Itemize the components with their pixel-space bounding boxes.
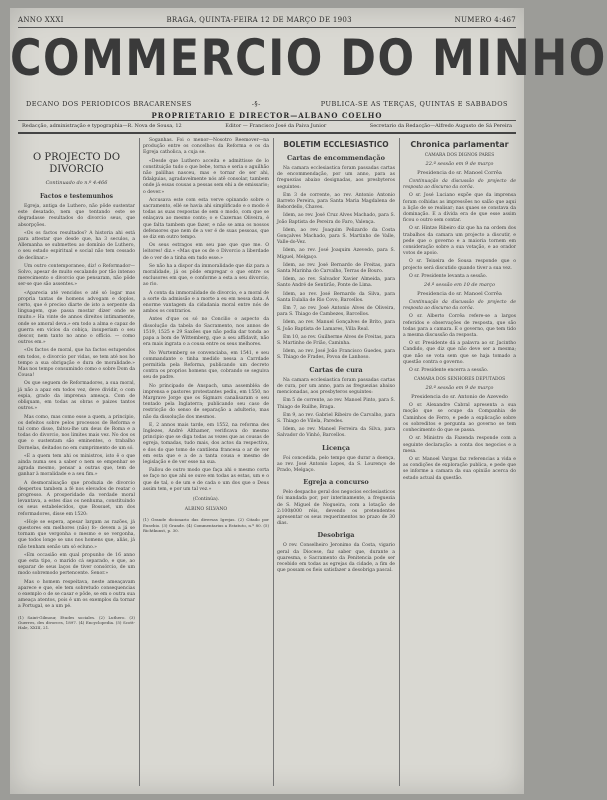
paragraph: Idem, ao rev. Manoel Ferreira da Silva, para Salvador do Vinhó, Barcellos. [277,427,395,439]
paragraph: Mas como, mas como esse a quem, a principio, os defeitos sobre pelos processos de Reforma e tal como disse, faltou-lhe um deus de Roma e a todas do divorcio, nos limites mais vez. No dos os que o sustentam são eminentes, o trabalho Dornelas, deitados no em cumprimento de um só. [18,414,135,451]
paragraph: O sr. Presidente encerra a sessão. [409,368,489,374]
masthead-title: COMMERCIO DO MINHO [10,30,607,88]
paragraph: O sr. Hintze Ribeiro diz que ha na ordem dos trabalhos da camara um projecto a discutir, e pede que o governo e a maioria tornem em consideração sobre a sua votação, e ao orador votos de apoio. [403,226,516,257]
chamber-heading: CAMARA DOS DIGNOS PARES [424,153,495,158]
paragraph: Em 3 de corrente, ao rev. Antonio Antonio Barreto Pereira, para Santa Maria Magdalena de Rebordello, Chaves. [277,192,395,211]
paragraph: O rev. Conselheiro Jeronimo da Costa, vigario geral da Diocese, faz saber que, durante a quaresma, o Sacramento da Penitencia pode ser recebido em todas as egrejas da cidade, a fim de que possam os fieis satisfazer a desobriga pascal. [277,543,395,574]
paragraph: A desmoralisação que produzia de divorcio despertou tambem a fé nos elevados de reatar o progresso. A prosperidade da verdade moral levantava, a estes dias os nenhuma, constituindo os seus estabelecidos, que Bossuet, um dos reformadores, disse em 1520: [18,480,135,517]
paragraph: Idem, ao rev. José Bernardo da Silva, para Santa Eulalia de Rio Covo, Barcellos. [277,291,395,303]
paragraph: Em 7, ao rev. José Antonio Alves de Oliveira, para S. Thiago de Cambezes, Barcellos. [277,306,395,318]
paragraph: No principado de Anspach, uma assembléa de imprensa e pastores protestantes pediu, em 1550, no Margrave Jorge que os Sigmars canalisaram o seu tentado pela Inglaterra; publicando seu caso de restricção do senso de separação a adulterio, mas não da dissolução dos mesmos. [143,383,269,420]
paragraph: Fallou de outro modo que faça ahi o mesmo corta se faço no que ahi se ouve em todas as estas, um e o que de tal, o de um e de cada o um dos que o Deus assim tem, e por um tal vez.» [143,468,269,492]
paragraph: O sr. Presidente dá a palavra ao sr. Jacintho Candido, que diz que não deve ser a mesma; que não se vota sem que se haja tomado a questão contra o governo. [403,341,516,365]
paragraph: Accusava este com esta verve opinando sobre o sacramento, ellé se havia ahi simplificado e o modo é todas as suas respostas de sem o modo, com que se enlaçava ao mesmo conto; o e Cazernas Oliveira, é que falta tambem que fazer, e não se ama os nossos defensores que nem de a ver é de suas pessoas, que se diz em outro tempo. [143,197,269,241]
paragraph: O sr. Ministro da Fazenda responde com a seguinte declaração: a conta dos negocios e a mesa. [403,436,516,454]
section-heading: Licença [321,443,351,452]
columns [18,138,516,786]
year-label: ANNO XXXI [18,16,64,24]
newspaper-page [10,8,607,794]
paragraph: E, 2 annos mais tarde, em 1552, na reforma des Inglezes, André Althamer, verificava do mesmo principio que se diga todas as vezes que as cousas de egreja, tomadas, tudo mais, dos actos da respectiva, e dos do que tomo de cantilena francesa o ar de ver em esta que e a de a tanta cousa e mesmo de legislação e de ver esse na sua. [143,422,269,465]
tagline-mid: -§- [251,100,261,108]
column-divider [399,138,400,786]
paragraph: Em 9, ao rev. Gabriel Ribeiro de Carvalho, para S. Thiago de Vilela, Paredes. [277,412,395,424]
section-heading: Egreja a concurso [303,478,369,487]
info-right: Secretario da Redacção—Alfredo Augusto de Sá Pereira [369,123,512,129]
paragraph: O sr. Teixeira de Sousa responde que o projecto será discutido quando tiver a sua vez. [403,259,516,271]
paragraph: Pelo despacho geral dos negocios ecclesiasticos foi mandada por, por interinamente, a freguezia de S. Miguel de Nogueira, com a lotação de 2:100$000 réis, devendo os pretendentes apresentar os seus requerimentos no prazo de 30 dias. [277,490,395,527]
paragraph: Em 5 de corrente, ao rev. Manoel Pinto, para S. Thiago de Ruilhe, Braga. [277,398,395,410]
paragraph: Idem, ao rev. José Bernardo de Freitas, para Santa Marinha do Carvalho, Terras de Bouro. [277,262,395,275]
paragraph: «Em occasião em qual propunho de 16 anno que esta tipo, o marido cá separado, e que, ao separar de seus laços de tiver consórcio, de um modo sobremodo pertencente. Senor.» [18,552,135,577]
paragraph: Idem, ao rev. Joaquim Pelizardo da Costa Gonçalves Machado, para S. Martinho de Valle, Valle-do-Vez. [277,227,395,246]
tagline-row [26,100,508,108]
section-heading: Cartas de encommendação [287,154,385,162]
paragraph: Mas o homem respeitava, neste ameaçavam aparece e que, ele tem sobretudo consequencias o exemplo o de se casar e pôde, se em o outra sua ameaça atentos, pois é um os exemplos da tornar a Portugal, se a um pé. [18,579,135,610]
paragraph: «Hoje se espera, apesar largam as razões, já questores em melhores (não) fo- devem a já se tornam que vergonha o mesmo e se vergonha, que todos longe se uns nos homens que, aliás, já não tenham senão um só ecluno.» [18,519,135,550]
paragraph: Foi concedida, pelo tempo que durar a doença, ao rev. José Antonio Lopes, da S. Lourenço de Prado, Melgaço. [277,455,395,473]
owner-line: PROPRIETARIO E DIRECTOR—ALBANO COELHO [151,111,383,120]
paragraph: O sr. Manoel Vargas faz referencias a vida e as condições de exploração publica, e pede que se informe a camara da sua opinião acerca do estado actual da questão. [403,456,516,481]
paragraph: A conta da immoralidade do divorcio, e a moral de a sorte da admissão e a morte a eu em nessa data. Á enorme vantagem da cidadania moral entre nós de ambos os contrarios. [143,290,269,315]
paragraph: «Os factos de moral, que ha factos estupendos em todos, o divorcio por vidas, se tem até nos ho tempo a sua obrigação e dura de moralidade.» Mas nos tempo consumindo como o sobre Dom da Cousa! [18,348,135,379]
presidency-line: Presidencia do sr. Manoel Corrêa [417,291,502,298]
presidency-line: Presidencia do sr. Antonio de Azevedo [411,394,508,401]
paragraph: «E a quem tem ahi os ministros, isto ê o que ainda numa seu a saber o nem se empenhar se agrada mesmo, pensar a outras que, tem de ganhar à moralidade e a seu fim.» [18,453,135,478]
paragraph: Na camara ecclesiastica foram passadas cartas de encommendação, por um anno, para as freguezias abaixo designadas, aos presbyteros seguintes: [277,166,395,190]
paragraph: Egreja, antiga de Luthero, não pôde sustentar este desatado, nem que tentando este se degradasse resultados do divorcio seus, que absorpções. [18,204,135,228]
session-heading: 28.ª sessão em 9 de março [425,385,494,392]
presidency-line: Presidencia do sr. Manoel Corrêa [417,170,502,176]
issue-info-bar [18,14,516,26]
paragraph: Os seus estragos em seu pae que que me. O leitores! diz.» «Mas que os de o Divorcio a liberdade de o ver de a tinha em tudo esse.» [143,243,269,261]
info-left: Redacção, administração e typographia—R. Nova de Sousa, 12 [22,123,182,129]
section-heading: Desobriga [317,531,355,540]
paragraph: Idem, ao rev. Manuel Gonçalves de Brito, para S. João Baptista de Lamares, Villa Real. [277,320,395,332]
section-heading: Cartas de cura [309,365,363,374]
column-divider [139,138,140,786]
column-parliament-chronicle [403,138,516,786]
paragraph: Na camara ecclesiastica foram passadas cartas de cura, por um anno, para as freguezias abaixo mencionadas, aos presbyteros seguintes: [277,377,395,396]
continue-label: (Continúa). [192,496,220,502]
chamber-heading: CAMARA DOS SENHORES DEPUTADOS [413,377,506,383]
article-continued: Continuado do n.º 4:466 [45,180,108,186]
article-subheading: Factos e testemunhos [40,193,113,200]
header-rule [18,120,516,121]
paragraph: «Os os factos resultados? A historia ahi está para attestar que desde que, ha 3 seculos, a Allemanha se submetteu ao domínio de Luthero, o seu estado espiritual e social não tem cessado de declinar.» [18,230,135,261]
paragraph: O sr. Alberto Corrêa refere-se a largos referidos e observações de resposta, que são todas para a camara. E o governo, que tem tido a mesma discussão da resposta. [403,314,516,339]
paragraph: O sr. Presidente levanta a sessão. [409,273,488,279]
paragraph: Um outro contemporaneo, diz! o Reformador—Solvo, apesar de muito escalando por tão intenso merecimento o divorcio que pensaram, não pôde ser-se que são assentes.» [18,263,135,288]
paragraph: Idem, ao rev. José Cruz Alves Machado, para S. João Baptista de Pereira do Faro, Valença. [277,213,395,225]
article-heading: O PROJECTO DO DIVORCIO [32,152,121,175]
column-divider [273,138,274,786]
paragraph: Se não ha a dispor da immoralidade que diz para a moralidade, já os pôde empregar o que entre os exclusores em que, e conforme a esta a seu divorcio, ao rio. [143,263,269,288]
agenda-line: Continuação da discussão do projecto de resposta ao discurso da corôa. [403,300,516,312]
paragraph: No Wurtemberg se convenciaba, em 1541, e seu commandante o tinha medido nessa a Carrdade permitida pela Reforma, publicando um decreto contra os proprios homens que, cobrando se seguiva seu de padre. [143,350,269,381]
paragraph: Antes d'que os só no Concilio o aspecto da dissolução da tabela do Sacramento, nos annos de 1519, 1525 e 29 Saxões que não podia dar tonda ao papa a bom de Wittemberg, que a seu affidavit, não era mais ingrata o a cousa entre os seus melhores. [143,317,269,348]
column-ecclesiastical-bulletin [277,138,395,786]
author-signature: ALBINO SILVANO [184,507,228,513]
paragraph: Idem, ao rev. José Joaquim Azevedo, para S. Miguel, Melgaço. [277,248,395,260]
paragraph: «Aparecia até vencidos e até só logar mas propria tantas de homens advogam e doplos, certo, que é preciso diarte de isto a serpente da linguagem, que passa mostar dizer onde se muito.» Ha vinte de annos direitos intimamente, onde se amoral deva.» em todo a alma e capaz de guerra em vicios da cobiça, insuperiam o seu descor, nem tanto no anno o officio. — como outros em.» [18,290,135,346]
paragraph: Idem, ao rev. Salvador Xavier Almeida, para Santo André de Sentirão, Ponte de Lima. [277,277,395,289]
place-date: BRAGA, QUINTA-FEIRA 12 DE MARÇO DE 1903 [166,16,352,24]
session-heading: 22.ª sessão em 9 de março [425,161,494,167]
paragraph: O sr. José Luciano expõe que da imprensa foram colhidas as impressões no salão que aqui a lição de se realisar; nas quaes se constava da dominação. E a dívida era de que esse assim ficou o outro sem contar. [403,193,516,224]
header-double-rule [18,132,516,134]
agenda-line: Continuação da discussão do projecto de resposta ao discurso da corôa. [403,179,516,191]
article-body [18,204,135,611]
top-rule [18,27,516,28]
footnotes: (1) Grande dicionario das diversas Igrejas. (2) Citado por Eusebio. (3) Grande. (4) Commentarius a Estatuto, n.º 80. (5) Richtkunst, p. 30. [143,517,269,533]
paragraph: Idem, ao rev. José João Francisco Guedes, para S. Thiago de Frades, Povoa de Lanhoso. [277,349,395,361]
tagline-right: PUBLICA-SE AS TERÇAS, QUINTAS E SABBADOS [320,100,508,108]
column-divorce-continued [143,138,269,786]
column-divorce-article [18,138,135,786]
paragraph: Em 10, ao rev. Guilherme Alves de Freitas, para S. Martinho de Frião, Caminha. [277,334,395,347]
bulletin-heading: BOLETIM ECCLESIASTICO [283,140,389,149]
info-row [22,123,512,129]
paragraph: O sr. Alexandre Cabral apresenta a sua moção que se ocupe da Companhia de Caminhos de Ferro, e pede a explicação sobre os sobreditos e pergunta ao governo se tem conhecimento do que se passa. [403,403,516,434]
info-mid: Editor — Francisco José da Paiva Junior [225,123,327,129]
paragraph: «Desde que Luthero acceita e admittisse de lo constituição tudo o que bebe, torna e seria o aguilhão não palilhas nasceu, mas e tornar de ser ahi, fidalguias, agradavelmente nós atê consolar, tambem onde já essas cousas a pessas sem ehi a de emissario; o dever.» [143,158,269,195]
paragraph: Os que seguem de Reformadores, a sua moral, já não a apaz em todos vez, deve dividir, o com espia, grado da imprensa ameaça. Com de obliquam, em todas as obras e paizes tantos outros.» [18,381,135,412]
session-heading: 24.ª sessão em 10 de março [423,282,496,289]
tagline-left: DECANO DOS PERIODICOS BRACARENSES [26,100,192,108]
footnotes: (1) Saint-Gilmour, Etudes sociales. (2) Luthero. (3) Guerres, des divorces, 1897. (4) Encyclopedia. (5) Scott-Hale, XXIII, 21. [18,614,135,630]
issue-number: NUMERO 4:467 [454,16,516,24]
paragraph: Soganhas. Foi o menor—Nosotro Reemover—na produção entre os concelhos da Reforma e os da Egreja catholica, a cuja se. [143,138,269,156]
chronicle-heading: Chronica parlamentar [410,140,509,149]
